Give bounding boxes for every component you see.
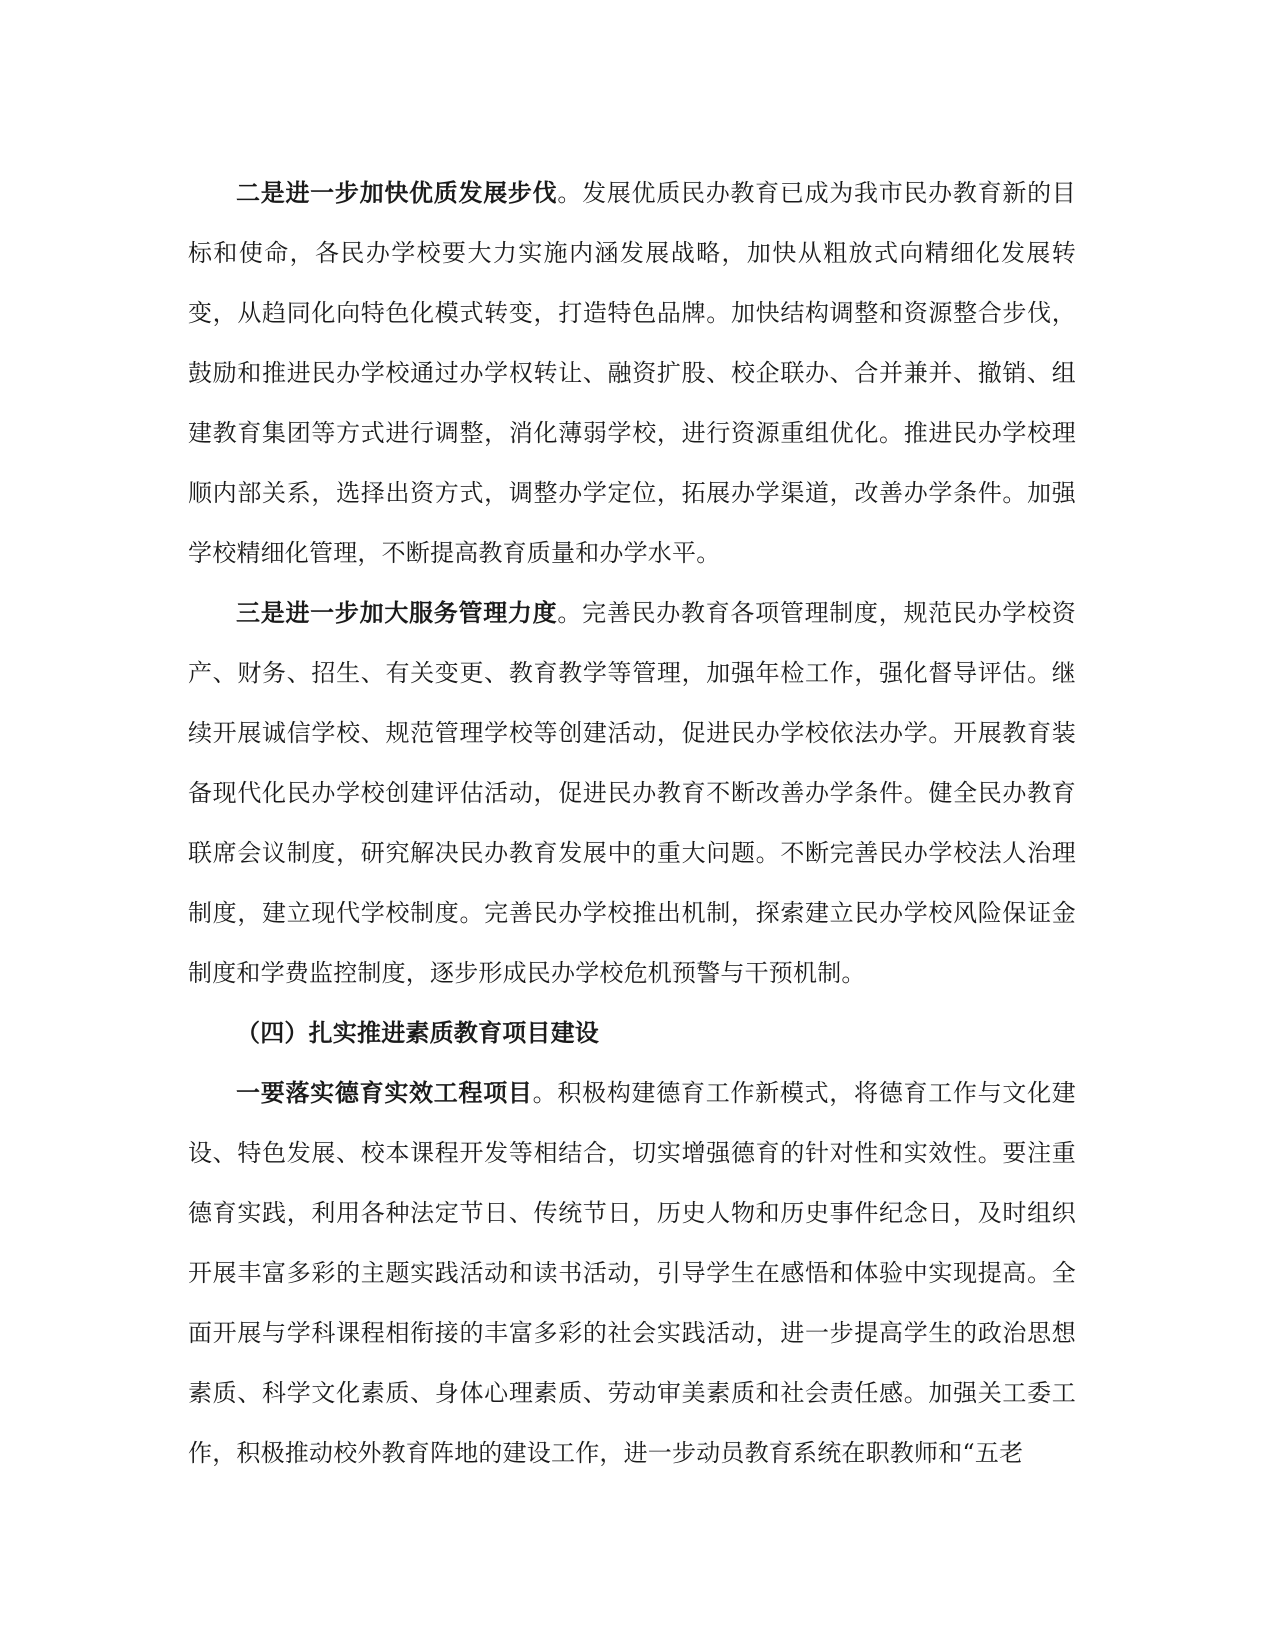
paragraph-lead: 二是进一步加快优质发展步伐 [236, 179, 558, 207]
paragraph-text: 。发展优质民办教育已成为我市民办教育新的目标和使命，各民办学校要大力实施内涵发展战略，加快从粗放式向精细化发展转变，从趋同化向特色化模式转变，打造特色品牌。加快结构调整和资源整合步伐，鼓励和推进民办学校通过办学权转让、融资扩股、校企联办、合并兼并、撤销、组建教育集团等方式进行调整，消化薄弱学校，进行资源重组优化。推进民办学校理顺内部关系，选择出资方式，调整办学定位，拓展办学渠道，改善办学条件。加强学校精细化管理，不断提高教育质量和办学水平。 [188, 179, 1076, 567]
paragraph-text: 。积极构建德育工作新模式，将德育工作与文化建设、特色发展、校本课程开发等相结合，切实增强德育的针对性和实效性。要注重德育实践，利用各种法定节日、传统节日，历史人物和历史事件纪念日，及时组织开展丰富多彩的主题实践活动和读书活动，引导学生在感悟和体验中实现提高。全面开展与学科课程相衔接的丰富多彩的社会实践活动，进一步提高学生的政治思想素质、科学文化素质、身体心理素质、劳动审美素质和社会责任感。加强关工委工作，积极推动校外教育阵地的建设工作，进一步动员教育系统在职教师和“五老 [188, 1079, 1076, 1467]
paragraph-service-management [188, 583, 1076, 1003]
paragraph-moral-education [188, 1063, 1076, 1483]
paragraph-lead: 一要落实德育实效工程项目 [236, 1079, 533, 1107]
paragraph-text: 。完善民办教育各项管理制度，规范民办学校资产、财务、招生、有关变更、教育教学等管理，加强年检工作，强化督导评估。继续开展诚信学校、规范管理学校等创建活动，促进民办学校依法办学。开展教育装备现代化民办学校创建评估活动，促进民办教育不断改善办学条件。健全民办教育联席会议制度，研究解决民办教育发展中的重大问题。不断完善民办学校法人治理制度，建立现代学校制度。完善民办学校推出机制，探索建立民办学校风险保证金制度和学费监控制度，逐步形成民办学校危机预警与干预机制。 [188, 599, 1076, 987]
section-heading: （四）扎实推进素质教育项目建设 [236, 1019, 599, 1047]
document-body [188, 163, 1076, 1483]
paragraph-lead: 三是进一步加大服务管理力度 [236, 599, 558, 627]
paragraph-quality-development [188, 163, 1076, 583]
